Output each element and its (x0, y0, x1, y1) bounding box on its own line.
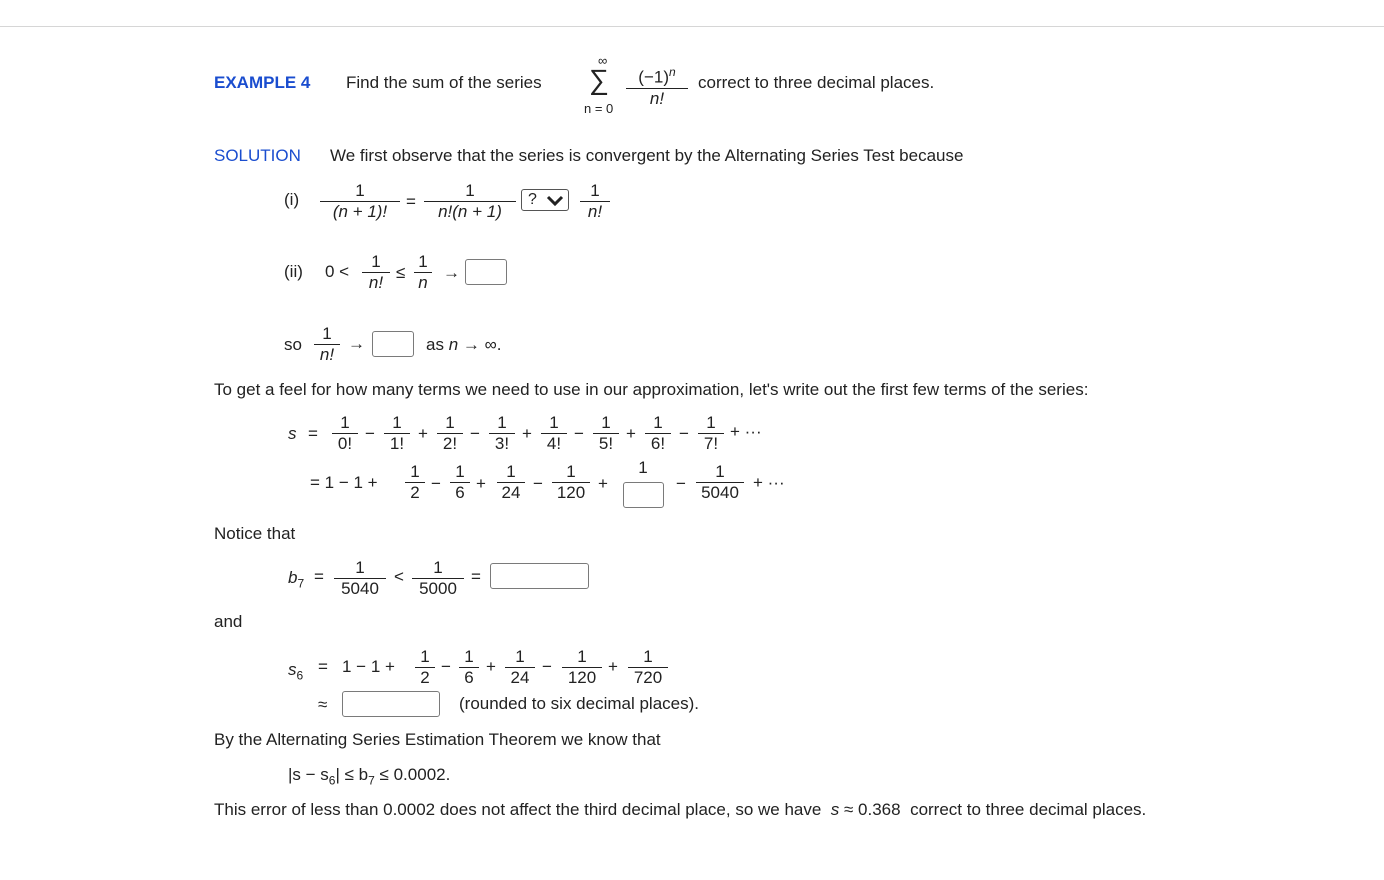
so-label: so (284, 335, 302, 354)
row2-lead: = 1 − 1 + (310, 473, 378, 492)
series-term-0: $\frac{1}{0!}$ (332, 413, 358, 454)
s6-term-3: $\frac{1}{120}$ (562, 647, 602, 688)
theorem-text: By the Alternating Series Estimation Theorem we know that (214, 730, 661, 749)
equals-sign: = (308, 424, 318, 443)
expanded-term-4: $\frac{1}{5040}$ (696, 462, 744, 503)
series-term-4: $\frac{1}{4!}$ (541, 413, 567, 454)
ellipsis-plus: + ··· (753, 473, 785, 492)
limit-answer-input-so[interactable] (372, 331, 414, 357)
s6-operator: + (486, 657, 496, 676)
error-inequality: $|s - s_6| \le b_7 \le 0.0002$. (288, 765, 451, 788)
step-i-label: (i) (284, 190, 300, 209)
fraction-1-over-n: $\frac{1}{n}$ (414, 252, 432, 293)
series-term-3: $\frac{1}{3!}$ (489, 413, 515, 454)
s6-operator: − (441, 657, 451, 676)
series-operator: + (476, 474, 486, 493)
sum-lower: n = 0 (584, 101, 614, 116)
equals-sign: = (318, 657, 328, 676)
s6-value-input[interactable] (342, 691, 440, 717)
fraction-1-over-5040: $\frac{1}{5040}$ (334, 558, 386, 599)
ellipsis-plus: + ··· (730, 422, 762, 441)
fraction-blank-denominator: 1 (638, 458, 648, 477)
s6-term-1: $\frac{1}{6}$ (459, 647, 479, 688)
equals-sign: = (406, 192, 416, 211)
rounding-note: (rounded to six decimal places). (459, 694, 700, 713)
fraction-1-over-n-factorial-n-plus-1: $\frac{1}{n!(n + 1)}$ (424, 181, 516, 222)
conclusion-text: This error of less than 0.0002 does not affect the third decimal place, so we have s ≈ 0.368 correct to three decimal places. (214, 800, 1147, 819)
fraction-1-over-5000: $\frac{1}{5000}$ (412, 558, 464, 599)
series-term-2: $\frac{1}{2!}$ (437, 413, 463, 454)
series-operator: − (676, 474, 686, 493)
term-answer-input[interactable] (623, 482, 664, 508)
fraction-1-over-n-factorial: $\frac{1}{n!}$ (580, 181, 610, 222)
series-operator: − (533, 474, 543, 493)
series-term-5: $\frac{1}{5!}$ (593, 413, 619, 454)
series-term: $\frac{(-1)^n}{n!}$ (626, 62, 688, 109)
series-operator: + (418, 424, 428, 443)
solution-intro: We first observe that the series is convergent by the Alternating Series Test because (330, 146, 964, 165)
approximation-intro: To get a feel for how many terms we need to use in our approximation, let's write out the first few terms of the series: (214, 380, 1089, 399)
expanded-term-0: $\frac{1}{2}$ (405, 462, 425, 503)
equals-sign: = (471, 567, 481, 586)
fraction-1-over-n-factorial-so: $\frac{1}{n!}$ (314, 324, 340, 365)
example-label: EXAMPLE 4 (214, 73, 311, 92)
series-term-1: $\frac{1}{1!}$ (384, 413, 410, 454)
s6-symbol: $s_6$ (288, 660, 304, 683)
s6-term-2: $\frac{1}{24}$ (505, 647, 535, 688)
sigma-icon: ∑ (589, 64, 609, 95)
and-label: and (214, 612, 243, 631)
select-value: ? (528, 191, 537, 208)
s6-operator: − (542, 657, 552, 676)
series-operator: + (598, 474, 608, 493)
example-prompt: Find the sum of the series (346, 73, 542, 92)
series-operator: − (574, 424, 584, 443)
limit-answer-input-ii[interactable] (465, 259, 507, 285)
approx-sign: ≈ (318, 695, 328, 714)
top-divider (0, 26, 1384, 27)
series-operator: + (626, 424, 636, 443)
expanded-term-2: $\frac{1}{24}$ (497, 462, 525, 503)
s6-term-4: $\frac{1}{720}$ (628, 647, 668, 688)
s6-term-0: $\frac{1}{2}$ (415, 647, 435, 688)
series-operator: − (431, 474, 441, 493)
series-term-6: $\frac{1}{6!}$ (645, 413, 671, 454)
less-equal-sign: ≤ (396, 263, 406, 282)
series-operator: − (679, 424, 689, 443)
as-n-to-infinity: as n → ∞. (426, 335, 502, 354)
series-term-7: $\frac{1}{7!}$ (698, 413, 724, 454)
less-than-sign: < (394, 567, 404, 586)
s6-lead: 1 − 1 + (342, 657, 395, 676)
b7-symbol: $b_7$ (288, 568, 305, 591)
example-suffix: correct to three decimal places. (698, 73, 935, 92)
notice-label: Notice that (214, 524, 296, 543)
chevron-down-icon (546, 195, 564, 207)
series-operator: − (470, 424, 480, 443)
step-ii-label: (ii) (284, 262, 303, 281)
zero-less-than: 0 < (325, 262, 350, 281)
arrow-icon: → (348, 334, 365, 353)
sum-upper: ∞ (598, 53, 608, 68)
equals-sign: = (314, 567, 324, 586)
arrow-icon: → (443, 263, 460, 282)
series-operator: + (522, 424, 532, 443)
fraction-1-over-n-plus-1-factorial: $\frac{1}{(n + 1)!}$ (320, 181, 400, 222)
expanded-term-1: $\frac{1}{6}$ (450, 462, 470, 503)
s6-operator: + (608, 657, 618, 676)
b7-value-input[interactable] (490, 563, 589, 589)
expanded-term-3: $\frac{1}{120}$ (552, 462, 590, 503)
solution-label: SOLUTION (214, 146, 301, 165)
s-symbol: s (288, 424, 297, 443)
fraction-1-over-n-factorial-ii: $\frac{1}{n!}$ (362, 252, 390, 293)
comparison-select[interactable] (521, 189, 569, 211)
series-operator: − (365, 424, 375, 443)
